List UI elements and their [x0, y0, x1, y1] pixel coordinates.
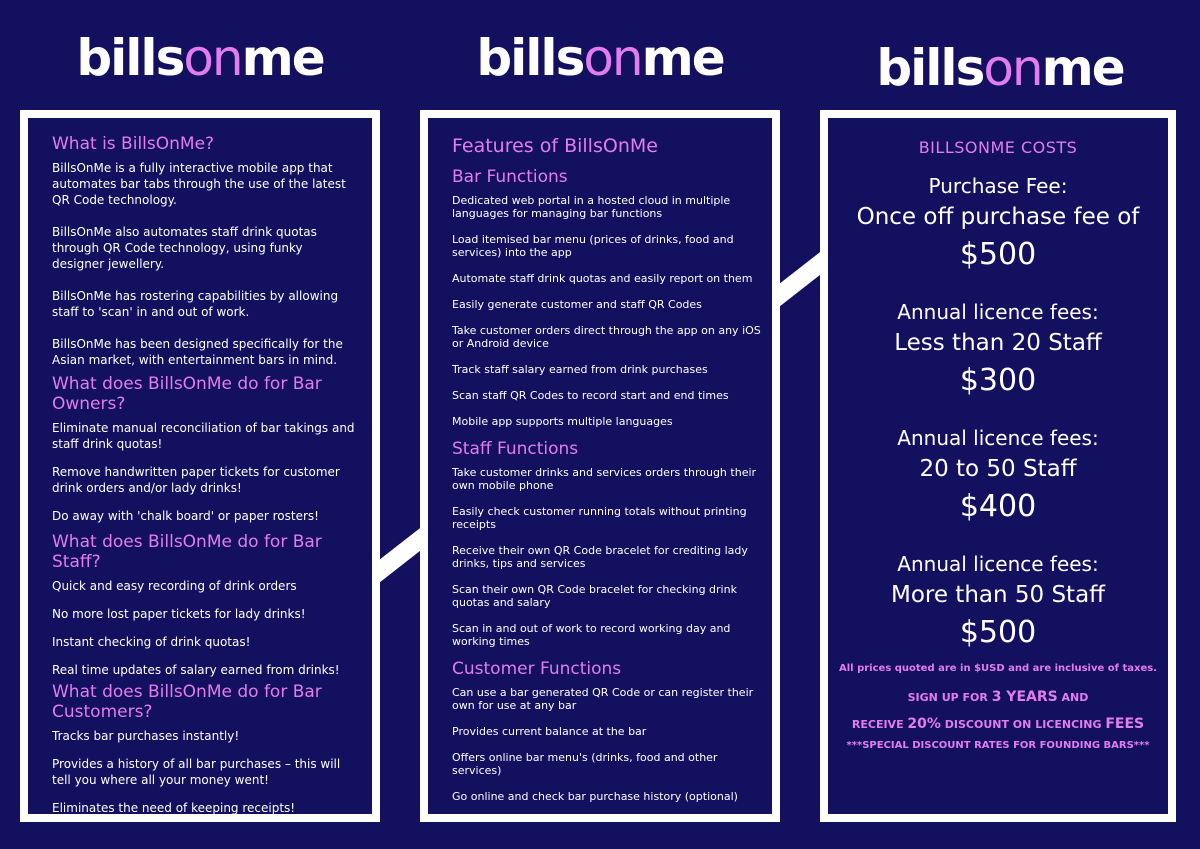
- what-paragraph: BillsOnMe has been designed specifically for the Asian market, with entertainment bars in mind.: [52, 337, 343, 367]
- logo-text-on: on: [183, 29, 242, 87]
- fee-label: Annual licence fees:: [897, 300, 1099, 324]
- what-paragraph: BillsOnMe also automates staff drink quotas through QR Code technology, using funky designer jewellery.: [52, 225, 317, 271]
- founding-bars-note: ***SPECIAL DISCOUNT RATES FOR FOUNDING BARS***: [846, 740, 1150, 751]
- fee-description: Less than 20 Staff: [894, 330, 1102, 356]
- bar-function-item: Track staff salary earned from drink purchases: [452, 363, 708, 376]
- what-paragraph: BillsOnMe is a fully interactive mobile app that automates bar tabs through the use of the latest QR Code technology.: [52, 161, 346, 207]
- about-panel: [20, 110, 380, 822]
- features-panel: [420, 110, 780, 822]
- fee-price: $500: [959, 615, 1037, 650]
- fee-label: Purchase Fee:: [928, 174, 1068, 198]
- promo-text: DISCOUNT ON LICENCING: [940, 718, 1106, 731]
- promo-text: AND: [1057, 691, 1089, 704]
- staff-functions-heading: Staff Functions: [452, 439, 579, 459]
- fee-block: [834, 297, 1162, 403]
- bar-function-item: Take customer orders direct through the app on any iOS or Android device: [452, 324, 761, 350]
- bar-function-item: Automate staff drink quotas and easily report on them: [452, 272, 753, 285]
- features-title: Features of BillsOnMe: [452, 135, 658, 157]
- staff-function-item: Take customer drinks and services orders through their own mobile phone: [452, 466, 757, 492]
- logo-text-me: me: [241, 29, 324, 87]
- customers-heading: What does BillsOnMe do for Bar Customers?: [52, 682, 322, 722]
- logo-text-me: me: [1041, 39, 1124, 97]
- costs-title: BILLSONME COSTS: [918, 138, 1078, 157]
- staff-item: Quick and easy recording of drink orders: [52, 579, 297, 593]
- bar-function-item: Dedicated web portal in a hosted cloud in multiple languages for managing bar functions: [452, 194, 731, 220]
- promo-line: [834, 684, 1162, 711]
- fee-label: Annual licence fees:: [897, 426, 1099, 450]
- customer-function-item: Go online and check bar purchase history (optional): [452, 790, 738, 803]
- promo-text: RECEIVE: [851, 718, 908, 731]
- logo-text-on: on: [583, 29, 642, 87]
- staff-item: Instant checking of drink quotas!: [52, 635, 251, 649]
- fee-description: More than 50 Staff: [890, 582, 1106, 608]
- fee-block: [834, 423, 1162, 529]
- customers-item: Tracks bar purchases instantly!: [52, 729, 240, 743]
- fee-block: [834, 171, 1162, 277]
- what-paragraph: BillsOnMe has rostering capabilities by allowing staff to 'scan' in and out of work.: [52, 289, 339, 319]
- owners-item: Do away with 'chalk board' or paper rosters!: [52, 509, 319, 523]
- staff-heading: What does BillsOnMe do for Bar Staff?: [52, 532, 322, 572]
- logo-text-on: on: [983, 39, 1042, 97]
- what-is-heading: What is BillsOnMe?: [52, 134, 215, 154]
- price-note: All prices quoted are in $USD and are inclusive of taxes.: [839, 663, 1157, 674]
- customers-item: Eliminates the need of keeping receipts!: [52, 801, 296, 815]
- promo-highlight: 20%: [907, 716, 941, 732]
- fee-block: [834, 549, 1162, 655]
- customer-function-item: Can use a bar generated QR Code or can register their own for use at any bar: [452, 686, 754, 712]
- staff-function-item: Scan their own QR Code bracelet for checking drink quotas and salary: [452, 583, 737, 609]
- fee-price: $400: [959, 489, 1037, 524]
- bar-function-item: Scan staff QR Codes to record start and end times: [452, 389, 729, 402]
- customer-functions-heading: Customer Functions: [452, 659, 622, 679]
- customer-function-item: Offers online bar menu's (drinks, food and other services): [452, 751, 718, 777]
- brand-logo: [410, 28, 790, 88]
- staff-function-item: Scan in and out of work to record working day and working times: [452, 622, 731, 648]
- promo-line: [834, 711, 1162, 738]
- promo-text: SIGN UP FOR: [907, 691, 992, 704]
- customers-item: Provides a history of all bar purchases – this will tell you where all your money went!: [52, 757, 341, 787]
- logo-text-bills: bills: [476, 29, 584, 87]
- bar-functions-heading: Bar Functions: [452, 167, 568, 187]
- owners-item: Eliminate manual reconciliation of bar takings and staff drink quotas!: [52, 421, 355, 451]
- brand-logo: [810, 38, 1190, 98]
- staff-item: No more lost paper tickets for lady drinks!: [52, 607, 306, 621]
- owners-item: Remove handwritten paper tickets for customer drink orders and/or lady drinks!: [52, 465, 340, 495]
- promo-highlight: 3 YEARS: [991, 689, 1058, 705]
- promo-highlight: FEES: [1105, 716, 1145, 732]
- costs-panel: [820, 110, 1176, 822]
- fee-description: 20 to 50 Staff: [919, 456, 1077, 482]
- fee-description: Once off purchase fee of: [856, 204, 1140, 230]
- bar-function-item: Easily generate customer and staff QR Codes: [452, 298, 702, 311]
- bar-function-item: Load itemised bar menu (prices of drinks, food and services) into the app: [452, 233, 734, 259]
- owners-heading: What does BillsOnMe do for Bar Owners?: [52, 374, 322, 414]
- customer-function-item: Provides current balance at the bar: [452, 725, 647, 738]
- staff-function-item: Receive their own QR Code bracelet for crediting lady drinks, tips and services: [452, 544, 748, 570]
- brand-logo: [10, 28, 390, 88]
- staff-function-item: Easily check customer running totals without printing receipts: [452, 505, 747, 531]
- logo-text-bills: bills: [76, 29, 184, 87]
- fee-label: Annual licence fees:: [897, 552, 1099, 576]
- staff-item: Real time updates of salary earned from drinks!: [52, 663, 340, 677]
- fee-price: $300: [959, 363, 1037, 398]
- logo-text-bills: bills: [876, 39, 984, 97]
- fee-price: $500: [959, 237, 1037, 272]
- logo-text-me: me: [641, 29, 724, 87]
- bar-function-item: Mobile app supports multiple languages: [452, 415, 673, 428]
